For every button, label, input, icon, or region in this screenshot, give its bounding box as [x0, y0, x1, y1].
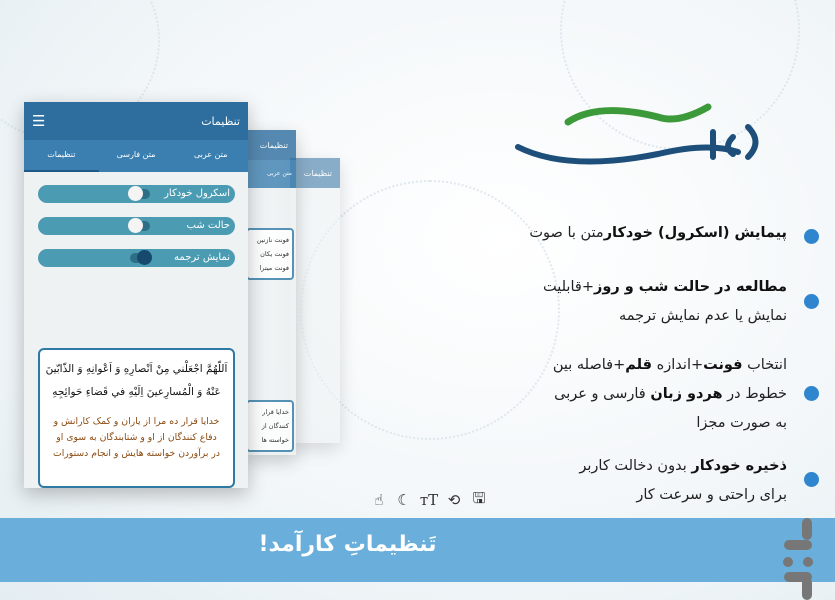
snippet-line: خواسته ها	[261, 436, 289, 444]
toggle-label: اسکرول خودکار	[164, 188, 230, 199]
touch-scroll-icon: ☝	[374, 491, 384, 509]
arabic-line: اَللّهُمَّ اجْعَلْني مِنْ اَنْصارِهِ وَ اَعْوانِهِ وَ الذّابّينَ	[45, 363, 228, 375]
feature-font	[553, 351, 787, 438]
translation-text	[44, 414, 229, 462]
feature-text: فارسی و عربی	[554, 386, 651, 402]
back-header	[290, 158, 340, 188]
back-tabs	[244, 160, 296, 188]
feature-text: +اندازه	[652, 357, 704, 373]
feature-line	[529, 219, 787, 248]
banner-text: تَنظیماتِ کارآمد!	[258, 532, 437, 557]
feature-text: به صورت مجزا	[696, 415, 787, 431]
feature-line	[579, 452, 787, 481]
back-title: تنظیمات	[259, 140, 288, 150]
feature-line	[543, 273, 787, 302]
bullet-icon	[804, 472, 819, 487]
feature-text: برای راحتی و سرعت کار	[636, 487, 787, 503]
phone-screenshot-back-1	[244, 130, 296, 455]
feature-text: مطالعه در حالت شب و روز	[593, 279, 787, 295]
translation-line: خدایا قرار ده مرا از یاران و کمک کارانش و	[53, 416, 220, 427]
toggle-label: حالت شب	[186, 220, 230, 231]
font-option[interactable]: فونت میترا	[259, 264, 289, 272]
switch-knob	[128, 186, 143, 201]
phone-screenshot-settings	[24, 102, 248, 488]
arabic-text	[44, 358, 229, 404]
bullet-icon	[804, 386, 819, 401]
font-list	[246, 228, 294, 280]
feature-line	[553, 380, 787, 409]
feature-line	[543, 302, 787, 331]
feature-text: پیمایش (اسکرول) خودکار	[603, 225, 787, 241]
bullet-icon	[804, 294, 819, 309]
night-day-icon: ☾	[397, 491, 411, 509]
bullet-icon	[804, 229, 819, 244]
feature-text: انتخاب	[742, 357, 787, 373]
tab-persian-text[interactable]: متن فارسی	[116, 150, 156, 159]
bazaar-logo	[780, 518, 830, 600]
feature-text: فونت	[703, 357, 743, 373]
snippet-line: خدایا قرار	[262, 408, 289, 416]
feature-text: نمایش یا عدم نمایش ترجمه	[618, 308, 787, 324]
app-header	[24, 102, 248, 140]
feature-text: +قابلیت	[543, 279, 594, 295]
toggle-night-mode[interactable]	[38, 217, 235, 235]
toggle-label: نمایش ترجمه	[174, 252, 230, 263]
feature-icons	[368, 488, 490, 512]
switch[interactable]	[130, 221, 150, 231]
switch-knob	[137, 250, 152, 265]
switch-knob	[128, 218, 143, 233]
feature-text: +فاصله بین	[552, 357, 626, 373]
feature-text: هردو زبان	[650, 386, 723, 402]
logo-calligraphy	[508, 92, 778, 177]
phone-screenshot-back-2	[290, 158, 340, 443]
switch[interactable]	[130, 189, 150, 199]
hamburger-icon[interactable]: ☰	[32, 112, 46, 130]
preview-box	[38, 348, 235, 488]
feature-line	[553, 351, 787, 380]
tab-bar	[24, 140, 248, 172]
save-icon: 🖫	[472, 488, 486, 507]
header-title: تنظیمات	[201, 114, 240, 128]
feature-text: قلم	[625, 357, 653, 373]
translate-icon: ⟲	[447, 491, 461, 509]
font-size-icon: ᴛT	[419, 491, 439, 509]
back-snippet	[246, 400, 294, 452]
toggle-auto-scroll[interactable]	[38, 185, 235, 203]
feature-text: خطوط در	[722, 386, 787, 402]
feature-text: ذخیره خودکار	[691, 458, 787, 474]
feature-auto-save	[579, 452, 787, 510]
switch[interactable]	[130, 253, 150, 263]
back-header	[244, 130, 296, 160]
feature-text: متن با صوت	[529, 225, 604, 241]
translation-line: دفاع کنندگان از او و شتابندگان به سوی او	[56, 432, 217, 443]
bottom-banner	[0, 518, 835, 582]
tab-settings[interactable]: تنظیمات	[24, 140, 99, 172]
snippet-line: کنندگان از	[261, 422, 289, 430]
toggle-show-translation[interactable]	[38, 249, 235, 267]
feature-text: بدون دخالت کاربر	[579, 458, 692, 474]
feature-line	[553, 409, 787, 438]
back-tab: متن عربی	[266, 170, 292, 177]
font-option[interactable]: فونت نازنین	[256, 236, 289, 244]
feature-line	[579, 481, 787, 510]
feature-night-day	[543, 273, 787, 331]
feature-auto-scroll	[529, 219, 787, 248]
tab-arabic-text[interactable]: متن عربی	[193, 150, 228, 159]
arabic-line: عَنْهُ وَ الْمُسارِعينَ اِلَيْهِ في قَضاءِ حَوائِجِهِ	[52, 386, 221, 398]
back-title: تنظیمات	[303, 168, 332, 178]
translation-line: در برآوردن خواسته هایش و انجام دستورات	[52, 448, 221, 459]
font-option[interactable]: فونت یکان	[260, 250, 289, 258]
app-logo	[508, 92, 778, 177]
